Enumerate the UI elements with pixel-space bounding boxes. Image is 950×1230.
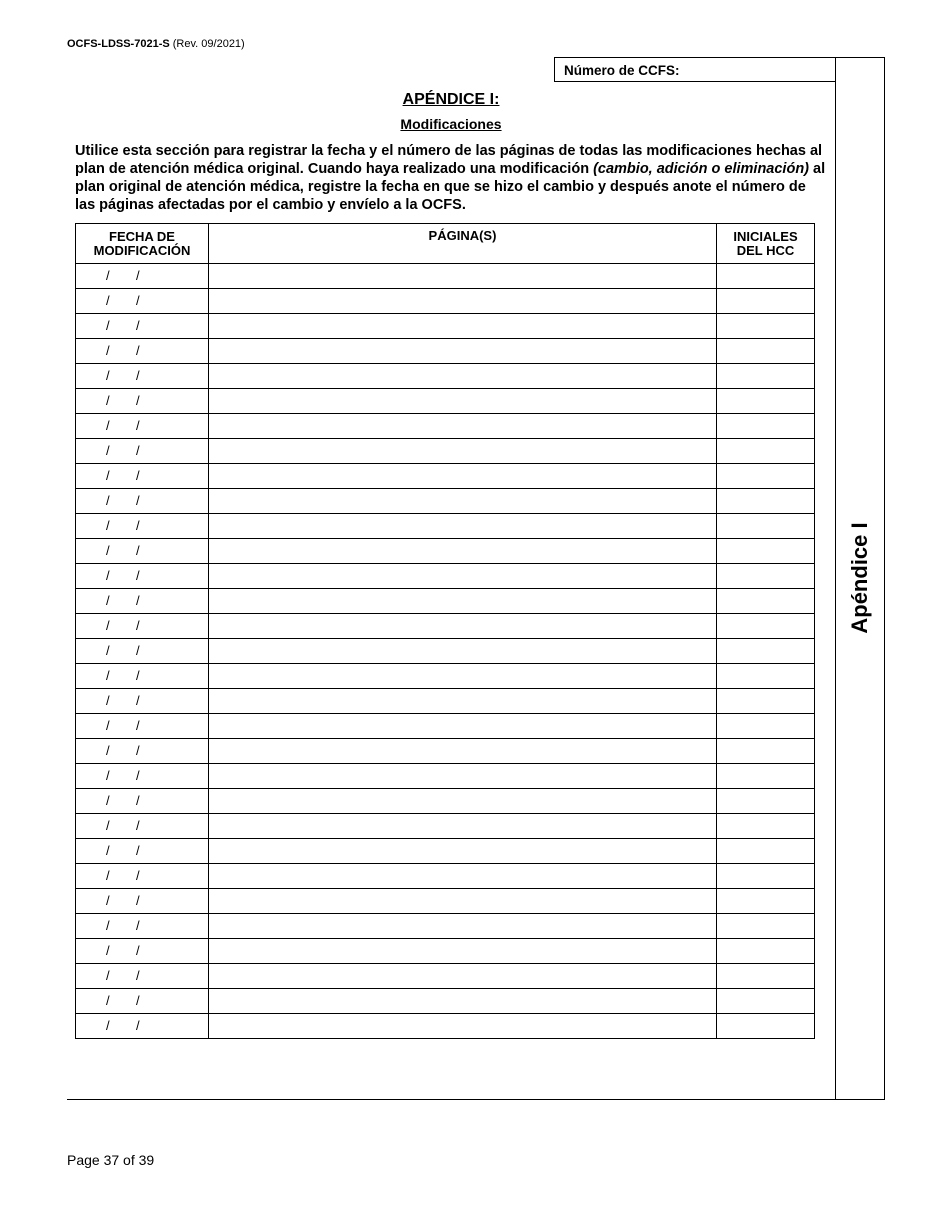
date-separator: /: [136, 643, 140, 658]
table-row: [76, 1014, 815, 1039]
header-initials-line1: INICIALES: [733, 228, 798, 244]
header-initials-line2: DEL HCC: [736, 242, 795, 258]
table-row: [76, 864, 815, 889]
date-separator: /: [136, 443, 140, 458]
date-separator: /: [136, 668, 140, 683]
date-field[interactable]: [76, 889, 209, 914]
initials-field[interactable]: [717, 464, 815, 489]
table-row: [76, 289, 815, 314]
pages-field[interactable]: [209, 539, 717, 564]
initials-field[interactable]: [717, 289, 815, 314]
initials-field[interactable]: [717, 964, 815, 989]
initials-field[interactable]: [717, 614, 815, 639]
pages-field[interactable]: [209, 614, 717, 639]
initials-field[interactable]: [717, 814, 815, 839]
pages-field[interactable]: [209, 914, 717, 939]
date-separator: /: [136, 918, 140, 933]
table-row: [76, 539, 815, 564]
initials-field[interactable]: [717, 839, 815, 864]
date-field[interactable]: [76, 639, 209, 664]
date-separator: /: [136, 993, 140, 1008]
date-separator: /: [106, 968, 110, 983]
initials-field[interactable]: [717, 689, 815, 714]
table-row: [76, 414, 815, 439]
table-row: [76, 264, 815, 289]
pages-field[interactable]: [209, 264, 717, 289]
date-separator: /: [106, 293, 110, 308]
header-date-line1: FECHA DE: [109, 228, 175, 244]
table-row: [76, 439, 815, 464]
date-separator: /: [136, 543, 140, 558]
date-field[interactable]: [76, 764, 209, 789]
table-row: [76, 389, 815, 414]
pages-field[interactable]: [209, 414, 717, 439]
date-separator: /: [106, 268, 110, 283]
pages-field[interactable]: [209, 639, 717, 664]
date-field[interactable]: [76, 539, 209, 564]
date-separator: /: [136, 1018, 140, 1033]
date-separator: /: [106, 693, 110, 708]
date-field[interactable]: [76, 414, 209, 439]
date-field[interactable]: [76, 339, 209, 364]
date-separator: /: [106, 643, 110, 658]
date-separator: /: [136, 393, 140, 408]
date-separator: /: [136, 293, 140, 308]
pages-field[interactable]: [209, 514, 717, 539]
table-row: [76, 639, 815, 664]
pages-field[interactable]: [209, 689, 717, 714]
date-field[interactable]: [76, 564, 209, 589]
date-separator: /: [106, 493, 110, 508]
date-separator: /: [136, 843, 140, 858]
date-separator: /: [136, 518, 140, 533]
initials-field[interactable]: [717, 764, 815, 789]
date-field[interactable]: [76, 914, 209, 939]
date-separator: /: [106, 418, 110, 433]
initials-field[interactable]: [717, 939, 815, 964]
date-field[interactable]: [76, 939, 209, 964]
initials-field[interactable]: [717, 639, 815, 664]
initials-field[interactable]: [717, 514, 815, 539]
pages-field[interactable]: [209, 864, 717, 889]
initials-field[interactable]: [717, 489, 815, 514]
date-separator: /: [136, 693, 140, 708]
date-separator: /: [136, 943, 140, 958]
date-field[interactable]: [76, 464, 209, 489]
date-field[interactable]: [76, 989, 209, 1014]
date-field[interactable]: [76, 389, 209, 414]
date-separator: /: [136, 268, 140, 283]
pages-field[interactable]: [209, 364, 717, 389]
header-pages: PÁGINA(S): [209, 224, 717, 264]
date-separator: /: [106, 918, 110, 933]
table-body: [76, 264, 815, 1039]
form-code: [67, 38, 245, 50]
initials-field[interactable]: [717, 439, 815, 464]
initials-field[interactable]: [717, 564, 815, 589]
table-row: [76, 789, 815, 814]
date-separator: /: [106, 818, 110, 833]
date-field[interactable]: [76, 514, 209, 539]
date-field[interactable]: [76, 489, 209, 514]
pages-field[interactable]: [209, 339, 717, 364]
initials-field[interactable]: [717, 864, 815, 889]
date-separator: /: [106, 893, 110, 908]
pages-field[interactable]: [209, 789, 717, 814]
initials-field[interactable]: [717, 664, 815, 689]
table-row: [76, 839, 815, 864]
pages-field[interactable]: [209, 464, 717, 489]
date-separator: /: [136, 593, 140, 608]
table-row: [76, 364, 815, 389]
date-separator: /: [136, 868, 140, 883]
date-separator: /: [106, 568, 110, 583]
initials-field[interactable]: [717, 539, 815, 564]
date-separator: /: [106, 443, 110, 458]
table-row: [76, 589, 815, 614]
header-date-line2: MODIFICACIÓN: [93, 242, 191, 258]
date-field[interactable]: [76, 364, 209, 389]
pages-field[interactable]: [209, 439, 717, 464]
date-separator: /: [136, 318, 140, 333]
date-separator: /: [106, 468, 110, 483]
date-field[interactable]: [76, 864, 209, 889]
initials-field[interactable]: [717, 314, 815, 339]
date-field[interactable]: [76, 689, 209, 714]
pages-field[interactable]: [209, 564, 717, 589]
pages-field[interactable]: [209, 289, 717, 314]
date-separator: /: [106, 793, 110, 808]
pages-field[interactable]: [209, 839, 717, 864]
pages-field[interactable]: [209, 739, 717, 764]
date-separator: /: [106, 868, 110, 883]
instructions-part-1: Utilice esta sección para registrar la fecha y el número de las páginas de todas las modificaciones hechas al plan de atención médica original. Cuando haya realizado una modificación: [75, 143, 823, 177]
date-separator: /: [106, 943, 110, 958]
page-subtitle: Modificaciones: [400, 116, 502, 132]
table-row: [76, 814, 815, 839]
date-field[interactable]: [76, 739, 209, 764]
date-separator: /: [106, 668, 110, 683]
date-field[interactable]: [76, 439, 209, 464]
header-initials: [717, 224, 815, 264]
date-separator: /: [106, 618, 110, 633]
date-separator: /: [136, 793, 140, 808]
date-field[interactable]: [76, 964, 209, 989]
table-row: [76, 664, 815, 689]
pages-field[interactable]: [209, 314, 717, 339]
initials-field[interactable]: [717, 889, 815, 914]
date-separator: /: [136, 768, 140, 783]
initials-field[interactable]: [717, 714, 815, 739]
table-row: [76, 314, 815, 339]
table-row: [76, 514, 815, 539]
pages-field[interactable]: [209, 964, 717, 989]
initials-field[interactable]: [717, 339, 815, 364]
table-row: [76, 714, 815, 739]
table-row: [76, 939, 815, 964]
table-row: [76, 989, 815, 1014]
date-separator: /: [106, 1018, 110, 1033]
date-separator: /: [136, 893, 140, 908]
date-separator: /: [106, 518, 110, 533]
table-row: [76, 339, 815, 364]
date-separator: /: [136, 968, 140, 983]
pages-field[interactable]: [209, 939, 717, 964]
date-field[interactable]: [76, 1014, 209, 1039]
date-separator: /: [106, 718, 110, 733]
pages-field[interactable]: [209, 989, 717, 1014]
pages-field[interactable]: [209, 1014, 717, 1039]
initials-field[interactable]: [717, 389, 815, 414]
side-tab-label: Apéndice I: [847, 522, 872, 634]
initials-field[interactable]: [717, 414, 815, 439]
date-separator: /: [136, 818, 140, 833]
date-field[interactable]: [76, 664, 209, 689]
table-row: [76, 689, 815, 714]
instructions-part-2: (cambio, adición o eliminación): [593, 161, 809, 177]
date-separator: /: [136, 368, 140, 383]
pages-field[interactable]: [209, 814, 717, 839]
initials-field[interactable]: [717, 989, 815, 1014]
date-field[interactable]: [76, 314, 209, 339]
table-row: [76, 914, 815, 939]
pages-field[interactable]: [209, 664, 717, 689]
date-separator: /: [106, 393, 110, 408]
date-separator: /: [136, 568, 140, 583]
initials-field[interactable]: [717, 1014, 815, 1039]
page-number: Page 37 of 39: [67, 1152, 155, 1168]
date-field[interactable]: [76, 614, 209, 639]
date-field[interactable]: [76, 789, 209, 814]
table-row: [76, 739, 815, 764]
table-row: [76, 489, 815, 514]
date-separator: /: [136, 718, 140, 733]
date-separator: /: [106, 843, 110, 858]
date-separator: /: [106, 318, 110, 333]
table-header-row: [76, 224, 815, 264]
date-separator: /: [136, 343, 140, 358]
date-separator: /: [106, 543, 110, 558]
date-separator: /: [106, 768, 110, 783]
date-field[interactable]: [76, 589, 209, 614]
table-row: [76, 889, 815, 914]
bottom-divider: [67, 1099, 835, 1100]
date-separator: /: [106, 993, 110, 1008]
date-separator: /: [136, 618, 140, 633]
initials-field[interactable]: [717, 739, 815, 764]
instructions-paragraph: [75, 142, 827, 214]
ccfs-number-label: Número de CCFS:: [564, 63, 680, 78]
pages-field[interactable]: [209, 389, 717, 414]
date-separator: /: [136, 743, 140, 758]
date-field[interactable]: [76, 264, 209, 289]
table-row: [76, 614, 815, 639]
initials-field[interactable]: [717, 264, 815, 289]
page-title: APÉNDICE I:: [402, 91, 500, 108]
pages-field[interactable]: [209, 589, 717, 614]
table-row: [76, 564, 815, 589]
date-separator: /: [106, 593, 110, 608]
date-separator: /: [106, 743, 110, 758]
table-row: [76, 764, 815, 789]
table-row: [76, 964, 815, 989]
initials-field[interactable]: [717, 589, 815, 614]
date-field[interactable]: [76, 714, 209, 739]
pages-field[interactable]: [209, 889, 717, 914]
date-field[interactable]: [76, 814, 209, 839]
date-separator: /: [106, 343, 110, 358]
date-field[interactable]: [76, 839, 209, 864]
form-number: OCFS-LDSS-7021-S: [67, 38, 170, 50]
date-separator: /: [136, 468, 140, 483]
pages-field[interactable]: [209, 714, 717, 739]
table-row: [76, 464, 815, 489]
pages-field[interactable]: [209, 764, 717, 789]
instructions-part-3: al plan original de atención médica, registre la fecha en que se hizo el cambio y después anote el número de las páginas afectadas por el cambio y envíelo a la OCFS.: [75, 161, 826, 213]
initials-field[interactable]: [717, 789, 815, 814]
initials-field[interactable]: [717, 364, 815, 389]
date-separator: /: [136, 493, 140, 508]
date-separator: /: [106, 368, 110, 383]
pages-field[interactable]: [209, 489, 717, 514]
ccfs-number-field[interactable]: [554, 57, 835, 82]
modifications-table: [75, 223, 815, 1039]
initials-field[interactable]: [717, 914, 815, 939]
form-revision: (Rev. 09/2021): [172, 38, 245, 50]
date-field[interactable]: [76, 289, 209, 314]
header-date: [76, 224, 209, 264]
date-separator: /: [136, 418, 140, 433]
